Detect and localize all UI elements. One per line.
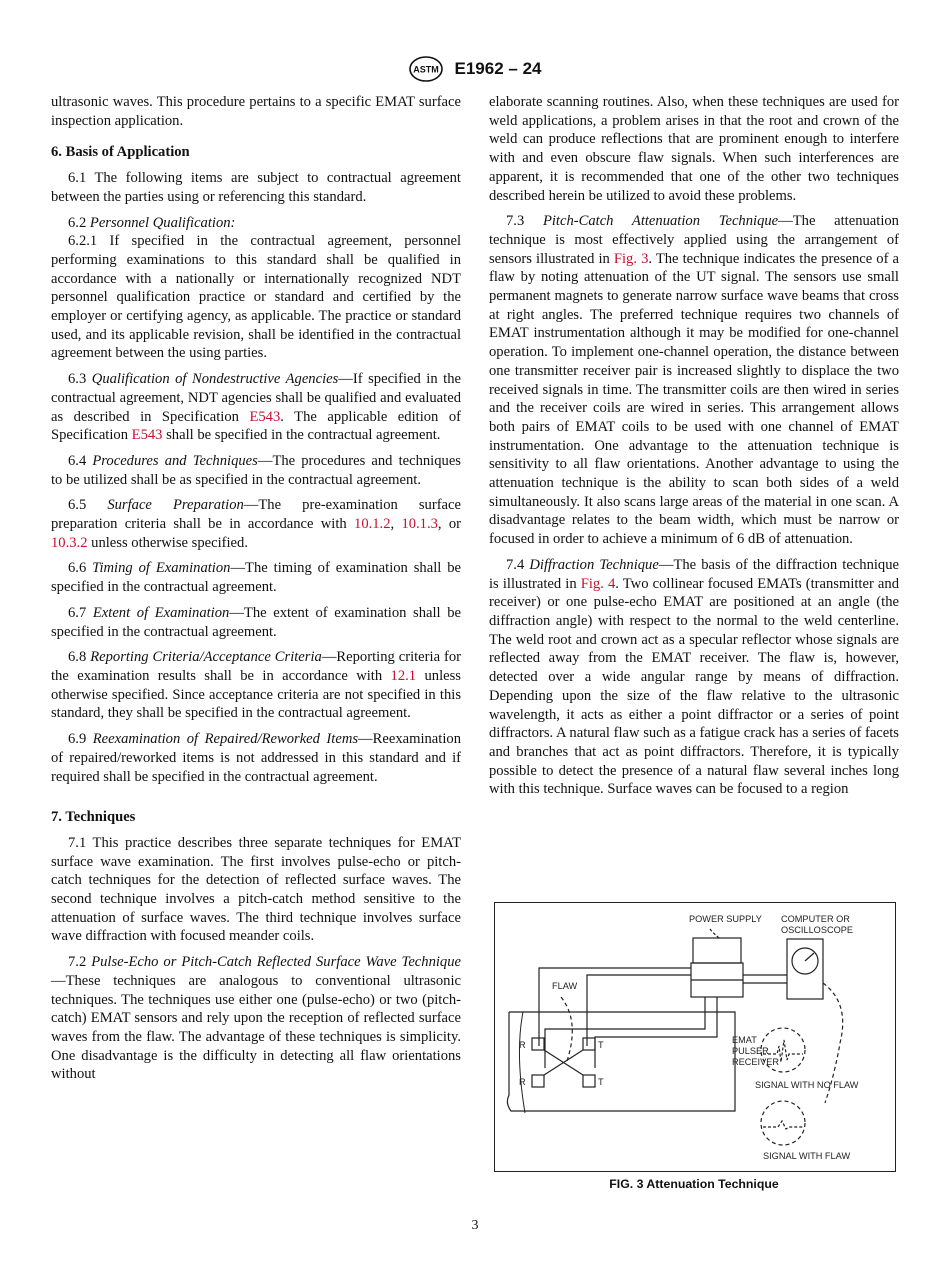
test-plate bbox=[507, 1012, 735, 1111]
label-r1: R bbox=[519, 1040, 526, 1050]
ref-fig-3-link[interactable]: Fig. 3 bbox=[613, 250, 649, 267]
paragraph-6-4: 6.4 Procedures and Techniques—The procedures and techniques to be utilized shall be as specified in the contractual agreement. bbox=[51, 452, 461, 488]
left-column bbox=[51, 93, 461, 1091]
paragraph-6-5: 6.5 Surface Preparation—The pre-examination surface preparation criteria shall be in accordance with 10.1.2, 10.1.3, or 10.3.2 unless otherwise specified. bbox=[51, 497, 462, 551]
paragraph-6-1: 6.1 The following items are subject to contractual agreement between the parties using or referencing this standard. bbox=[51, 170, 461, 205]
ref-10-3-2-link[interactable]: 10.3.2 bbox=[51, 534, 88, 551]
page-number: 3 bbox=[471, 1218, 479, 1233]
power-supply-box bbox=[693, 938, 741, 963]
attenuation-diagram bbox=[495, 903, 895, 1171]
intro-paragraph: ultrasonic waves. This procedure pertains to a specific EMAT surface inspection application. bbox=[51, 94, 461, 129]
label-t2: T bbox=[598, 1077, 604, 1087]
ref-10-1-3-link[interactable]: 10.1.3 bbox=[401, 516, 438, 533]
figure-caption: FIG. 3 Attenuation Technique bbox=[609, 1177, 779, 1191]
label-t1: T bbox=[598, 1040, 604, 1050]
signal-with-flaw-circle bbox=[761, 1101, 805, 1145]
label-signal-no-flaw: SIGNAL WITH NO FLAW bbox=[755, 1080, 859, 1090]
paragraph-6-2-title: Personnel Qualification: bbox=[89, 214, 236, 231]
paragraph-7-1: 7.1 This practice describes three separate techniques for EMAT surface wave examination. The first involves pulse-echo or pitch-catch techniques for the detection of reflected surface waves. The second technique involves a pitch-catch method sensitive to the attenuation of surface waves. The third technique involves surface wave diffraction with focused meander coils. bbox=[51, 834, 461, 945]
section-7-heading: 7. Techniques bbox=[51, 809, 136, 826]
label-emat-line2: PULSER bbox=[732, 1046, 769, 1056]
paragraph-6-9: 6.9 Reexamination of Repaired/Reworked Items—Reexamination of repaired/reworked items is not addressed in this standard and if required shall be specified in the contractual agreement. bbox=[51, 731, 461, 785]
transmitter-transducer-1 bbox=[583, 1038, 595, 1050]
logo-text: ASTM bbox=[412, 64, 439, 75]
label-flaw: FLAW bbox=[552, 981, 578, 991]
paragraph-6-7: 6.7 Extent of Examination—The extent of examination shall be specified in the contractual agreement. bbox=[51, 604, 461, 640]
section-6-heading: 6. Basis of Application bbox=[51, 144, 190, 161]
label-emat-line3: RECEIVER bbox=[732, 1057, 779, 1067]
standard-designation: E1962 – 24 bbox=[454, 59, 542, 78]
page-header bbox=[0, 56, 950, 82]
paragraph-6-2-1: 6.2.1 If specified in the contractual agreement, personnel performing examinations to this standard shall be qualified in accordance with a nationally or internationally recognized NDT personnel qualification practice or standard and certified by the employer or certifying agency, as applicable. The practice or standard used, and its applicable revision, shall be identified in the contractual agreement between the using parties. bbox=[51, 233, 461, 362]
ref-10-1-2-link[interactable]: 10.1.2 bbox=[354, 516, 391, 533]
label-emat-line1: EMAT bbox=[732, 1035, 757, 1045]
ref-12-1-link[interactable]: 12.1 bbox=[390, 667, 417, 684]
paragraph-6-2: 6.2 Personnel Qualification: bbox=[68, 214, 236, 231]
receiver-transducer-2 bbox=[532, 1075, 544, 1087]
figure-3 bbox=[494, 902, 896, 1172]
astm-logo-icon bbox=[409, 56, 443, 82]
label-computer-line2: OSCILLOSCOPE bbox=[781, 925, 853, 935]
label-signal-with-flaw: SIGNAL WITH FLAW bbox=[763, 1151, 851, 1161]
paragraph-6-6: 6.6 Timing of Examination—The timing of examination shall be specified in the contractual agreement. bbox=[51, 560, 461, 596]
paragraph-6-3: 6.3 Qualification of Nondestructive Agencies—If specified in the contractual agreement, NDT agencies shall be qualified and evaluated as described in Specification E543. The applicable edition of Specification E543 shall be specified in the contractual agreement. bbox=[51, 371, 461, 444]
continued-paragraph: elaborate scanning routines. Also, when these techniques are used for weld applications, a problem arises in that the root and crown of the weld can produce reflections that are prominent enough to interfere with and even obscure flaw signals. When such interferences are apparent, it is recommended that one of the other two techniques described herein be utilized to avoid these problems. bbox=[489, 94, 899, 204]
right-column bbox=[489, 93, 899, 806]
receiver-transducer-1 bbox=[532, 1038, 544, 1050]
paragraph-6-8: 6.8 Reporting Criteria/Acceptance Criteria—Reporting criteria for the examination results shall be in accordance with 12.1 unless otherwise specified. Since acceptance criteria are not specified in this standard, they shall be specified in the contractual agreement. bbox=[51, 649, 462, 722]
paragraph-7-3: 7.3 Pitch-Catch Attenuation Technique—The attenuation technique is most effectively applied using the arrangement of sensors illustrated in Fig. 3. The technique indicates the presence of a flaw by noting attenuation of the UT signal. The sensors use small permanent magnets to generate narrow surface wave beams that cross at right angles. The preferred technique requires two channels of EMAT instrumentation although it may be modified for one-channel operation. To implement one-channel operation, the distance between one transmitter receiver pair is increased slightly to displace the two received signals in time. The transmitter coils are then wired in series and the receiver coils are wired in series. This arrangement allows both pairs of EMAT coils to be used with one channel of EMAT instrumentation. One advantage to the attenuation technique is sensitivity to all flaw orientations. Another advantage to using the attenuation technique is the ability to scan both sides of a weld simultaneously. It also scans large areas of the material in one scan. A disadvantage relates to the beam width, which must be narrow or focused in order to achieve a minimum of 6 dB of attenuation. bbox=[489, 213, 900, 548]
paragraph-7-2: 7.2 Pulse-Echo or Pitch-Catch Reflected Surface Wave Technique—These techniques are analogous to conventional ultrasonic techniques. The techniques use either one (pulse-echo) or two (pitch-catch) EMAT sensors and rely upon the reception of reflected surface waves from the flaw. The advantage of these techniques is simplicity. One disadvantage is the difficulty in detecting all flaw orientations without bbox=[51, 954, 461, 1083]
ref-e543-link[interactable]: E543 bbox=[249, 408, 281, 425]
label-computer-line1: COMPUTER OR bbox=[781, 914, 850, 924]
ref-fig-4-link[interactable]: Fig. 4 bbox=[580, 575, 616, 592]
label-r2: R bbox=[519, 1077, 526, 1087]
label-power-supply: POWER SUPPLY bbox=[689, 914, 762, 924]
paragraph-7-4: 7.4 Diffraction Technique—The basis of the diffraction technique is illustrated in Fig. 4. Two collinear focused EMATs (transmitter and receiver) or one pulse-echo EMAT are positioned at an angle (the diffraction angle) with respect to the normal to the weld centerline. The weld root and crown act as a specular reflector whose signals are reflected away from the EMAT receiver. The flaw is, however, detected over a wide angular range by means of diffraction. Depending upon the size of the flaw relative to the ultrasonic wavelength, it acts as either a point diffractor or a series of point diffractors. A natural flaw such as a fatigue crack has a series of facets and branches that act as point diffractors. Therefore, it is typically possible to detect the presence of a natural flaw several inches long with this technique. Surface waves can be focused to a region bbox=[489, 556, 900, 798]
ref-e543-link-2[interactable]: E543 bbox=[131, 427, 163, 444]
transmitter-transducer-2 bbox=[583, 1075, 595, 1087]
